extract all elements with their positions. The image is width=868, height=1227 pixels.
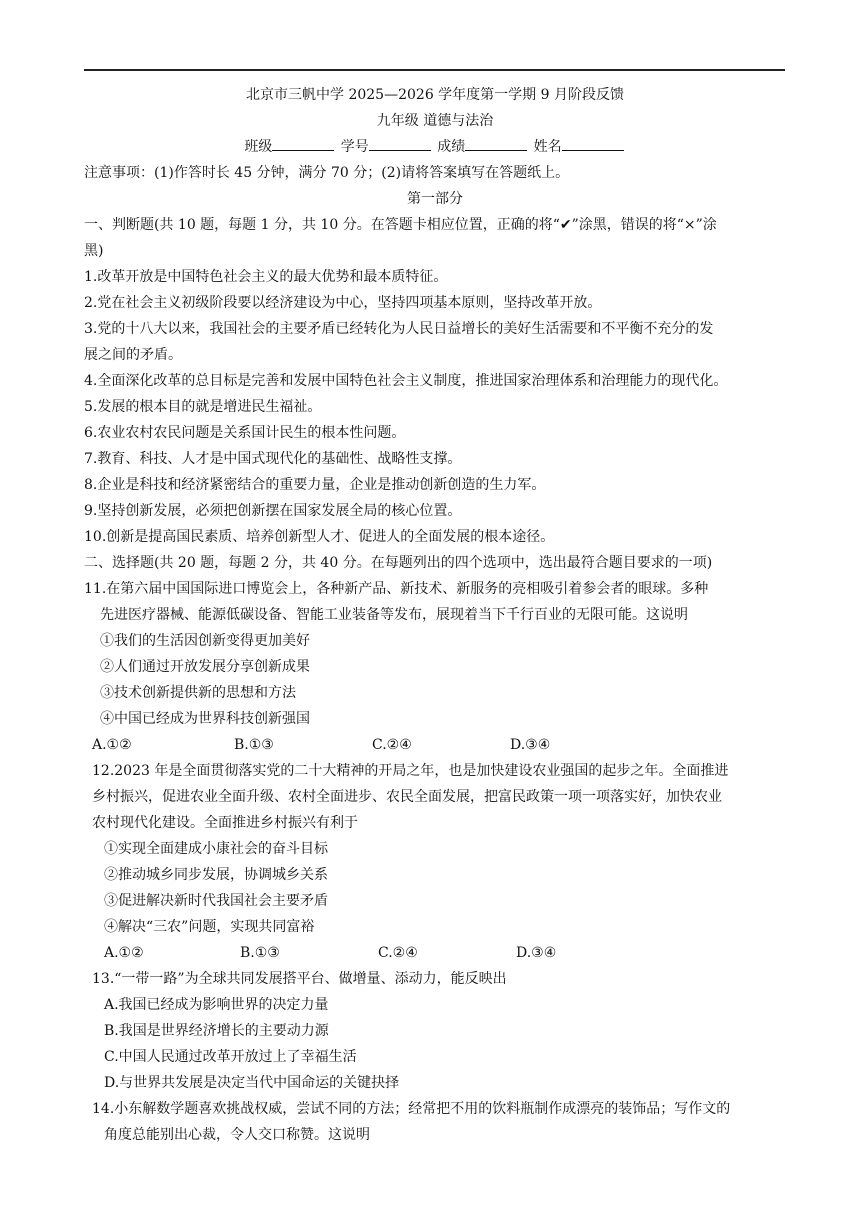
q14-stem-cont: 角度总能别出心裁，令人交口称赞。这说明 <box>104 1127 370 1143</box>
field-name-label: 姓名 <box>533 139 562 155</box>
judge-item: 4.全面深化改革的总目标是完善和发展中国特色社会主义制度，推进国家治理体系和治理能力的现代化。 <box>84 373 728 389</box>
q13-stem: 13.“一带一路”为全球共同发展搭平台、做增量、添动力，能反映出 <box>92 971 507 987</box>
q11-stem: 11.在第六届中国国际进口博览会上，各种新产品、新技术、新服务的亮相吸引着参会者的眼球。多种 <box>84 581 709 597</box>
field-score-label: 成绩 <box>437 139 466 155</box>
q14-stem: 14.小东解数学题喜欢挑战权威，尝试不同的方法；经常把不用的饮料瓶制作成漂亮的装饰品；写作文的 <box>92 1101 731 1117</box>
exam-title: 北京市三帆中学 2025—2026 学年度第一学期 9 月阶段反馈 <box>246 87 624 103</box>
q12-stem-cont: 乡村振兴，促进农业全面升级、农村全面进步、农民全面发展，把富民政策一项一项落实好，加快农业 <box>92 789 722 805</box>
field-number-blank <box>369 134 431 151</box>
part-title: 第一部分 <box>407 191 463 207</box>
field-score-blank <box>465 134 527 151</box>
student-info-fields <box>84 134 786 160</box>
exam-notes: 注意事项：(1)作答时长 45 分钟，满分 70 分；(2)请将答案填写在答题纸上。 <box>84 165 570 181</box>
judge-item: 9.坚持创新发展，必须把创新摆在国家发展全局的核心位置。 <box>84 503 462 519</box>
section1-heading-cont: 黑) <box>84 243 104 259</box>
q12-option-a[interactable]: A.①② <box>104 945 144 961</box>
q12-option-b[interactable]: B.①③ <box>240 945 280 961</box>
q11-option-d[interactable]: D.③④ <box>510 737 551 753</box>
q11-option-a[interactable]: A.①② <box>92 737 132 753</box>
q12-option-d[interactable]: D.③④ <box>516 945 557 961</box>
judge-item: 6.农业农村农民问题是关系国计民生的根本性问题。 <box>84 425 406 441</box>
q11-option-c[interactable]: C.②④ <box>372 737 412 753</box>
q12-statement: ①实现全面建成小康社会的奋斗目标 <box>104 841 328 857</box>
q13-option-a[interactable]: A.我国已经成为影响世界的决定力量 <box>104 997 329 1013</box>
judge-item: 7.教育、科技、人才是中国式现代化的基础性、战略性支撑。 <box>84 451 462 467</box>
q11-statement: ①我们的生活因创新变得更加美好 <box>100 633 310 649</box>
exam-subtitle: 九年级 道德与法治 <box>376 113 494 129</box>
q12-stem-cont: 农村现代化建设。全面推进乡村振兴有利于 <box>92 815 358 831</box>
q12-statement: ③促进解决新时代我国社会主要矛盾 <box>104 893 328 909</box>
q12-statement: ④解决“三农”问题，实现共同富裕 <box>104 919 315 935</box>
q13-option-c[interactable]: C.中国人民通过改革开放过上了幸福生活 <box>104 1049 357 1065</box>
q11-statement: ③技术创新提供新的思想和方法 <box>100 685 296 701</box>
judge-item: 3.党的十八大以来，我国社会的主要矛盾已经转化为人民日益增长的美好生活需要和不平衡不充分的发 <box>84 321 714 337</box>
q12-stem: 12.2023 年是全面贯彻落实党的二十大精神的开局之年，也是加快建设农业强国的起步之年。全面推进 <box>92 763 729 779</box>
judge-item: 5.发展的根本目的就是增进民生福祉。 <box>84 399 322 415</box>
q12-option-c[interactable]: C.②④ <box>378 945 418 961</box>
field-class-blank <box>272 134 334 151</box>
q12-options <box>84 940 786 966</box>
top-rule <box>84 69 785 71</box>
q11-option-b[interactable]: B.①③ <box>234 737 274 753</box>
field-class-label: 班级 <box>244 139 273 155</box>
field-number-label: 学号 <box>340 139 369 155</box>
q12-statement: ②推动城乡同步发展，协调城乡关系 <box>104 867 328 883</box>
q13-option-d[interactable]: D.与世界共发展是决定当代中国命运的关键抉择 <box>104 1075 400 1091</box>
section1-heading: 一、判断题(共 10 题，每题 1 分，共 10 分。在答题卡相应位置，正确的将“✔”涂黑，错误的将“×”涂 <box>84 217 717 233</box>
exam-page <box>84 82 786 1148</box>
judge-item-cont: 展之间的矛盾。 <box>84 347 182 363</box>
judge-item: 8.企业是科技和经济紧密结合的重要力量，企业是推动创新创造的生力军。 <box>84 477 546 493</box>
judge-item: 1.改革开放是中国特色社会主义的最大优势和最本质特征。 <box>84 269 448 285</box>
judge-item: 10.创新是提高国民素质、培养创新型人才、促进人的全面发展的根本途径。 <box>84 529 555 545</box>
q11-statement: ②人们通过开放发展分享创新成果 <box>100 659 310 675</box>
q11-options <box>84 732 786 758</box>
field-name-blank <box>562 134 624 151</box>
q11-statement: ④中国已经成为世界科技创新强国 <box>100 711 310 727</box>
q13-option-b[interactable]: B.我国是世界经济增长的主要动力源 <box>104 1023 329 1039</box>
q11-stem-cont: 先进医疗器械、能源低碳设备、智能工业装备等发布，展现着当下千行百业的无限可能。这说明 <box>100 607 688 623</box>
judge-item: 2.党在社会主义初级阶段要以经济建设为中心，坚持四项基本原则，坚持改革开放。 <box>84 295 602 311</box>
section2-heading: 二、选择题(共 20 题，每题 2 分，共 40 分。在每题列出的四个选项中，选出最符合题目要求的一项) <box>84 555 713 571</box>
